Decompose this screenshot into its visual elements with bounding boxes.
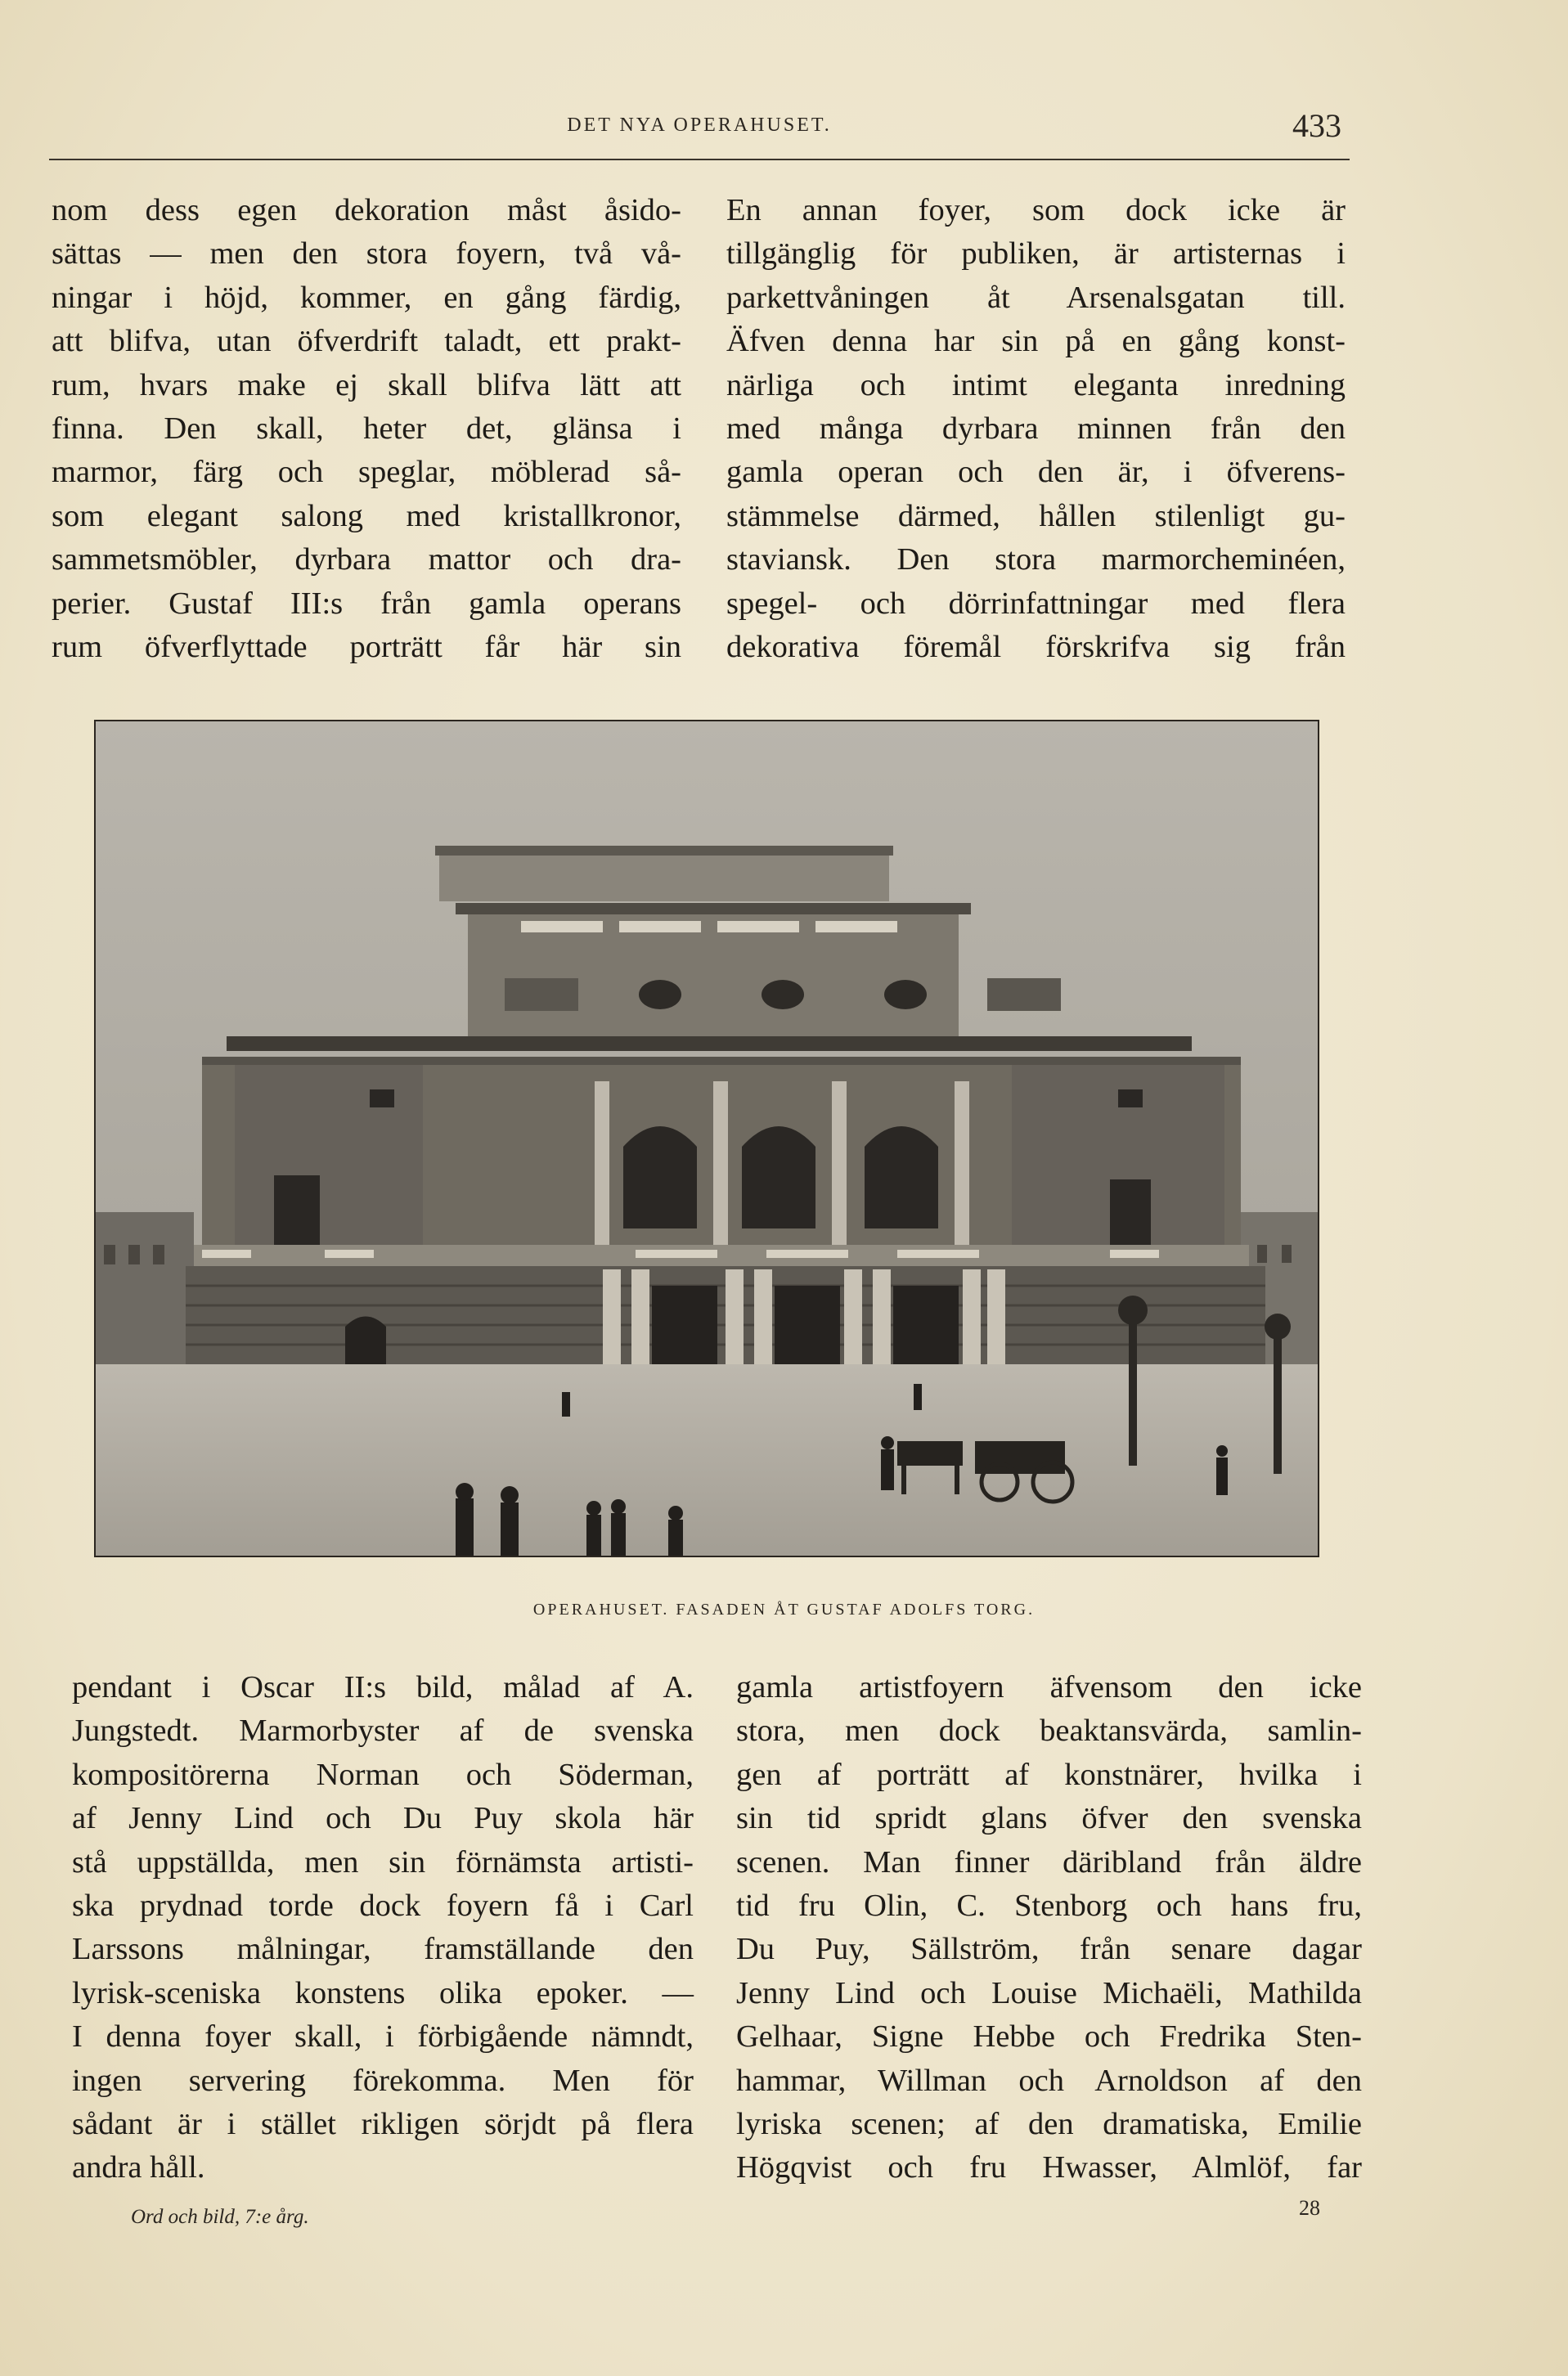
running-head: [49, 107, 1350, 160]
text-line: stora, men dock beaktansvärda, samlin-: [736, 1714, 1362, 1749]
text-line: ingen servering förekomma. Men för: [72, 2063, 694, 2098]
text-line: Högqvist och fru Hwasser, Almlöf, far: [736, 2150, 1362, 2185]
text-line: gamla artistfoyern äfvensom den icke: [736, 1670, 1362, 1705]
running-title: DET NYA OPERAHUSET.: [567, 115, 832, 136]
text-line: andra håll.: [72, 2150, 205, 2185]
figure-caption: OPERAHUSET. FASADEN ÅT GUSTAF ADOLFS TORG.: [532, 1601, 1036, 1619]
text-line: med många dyrbara minnen från den: [726, 411, 1346, 447]
text-line: staviansk. Den stora marmorcheminéen,: [726, 542, 1346, 577]
text-column-top-right: [726, 189, 1346, 669]
text-line: Äfven denna har sin på en gång konst-: [726, 324, 1346, 359]
text-line: perier. Gustaf III:s från gamla operans: [52, 586, 681, 621]
text-line: lyrisk-sceniska konstens olika epoker. —: [72, 1975, 694, 2010]
text-line: Jungstedt. Marmorbyster af de svenska: [72, 1714, 694, 1749]
text-line: tillgänglig för publiken, är artisternas i: [726, 236, 1346, 272]
text-line: sättas — men den stora foyern, två vå-: [52, 236, 681, 272]
opera-house-photograph: [94, 720, 1319, 1557]
text-line: lyriska scenen; af den dramatiska, Emilie: [736, 2107, 1362, 2142]
text-line: ska prydnad torde dock foyern få i Carl: [72, 1889, 694, 1924]
text-line: gamla operan och den är, i öfverens-: [726, 455, 1346, 490]
text-line: ningar i höjd, kommer, en gång färdig,: [52, 280, 681, 315]
text-line: rum öfverflyttade porträtt får här sin: [52, 630, 681, 665]
text-line: Du Puy, Sällström, från senare dagar: [736, 1932, 1362, 1967]
text-line: sådant är i stället rikligen sörjdt på flera: [72, 2107, 694, 2142]
text-line: rum, hvars make ej skall blifva lätt att: [52, 367, 681, 402]
text-line: En annan foyer, som dock icke är: [726, 193, 1346, 227]
text-line: scenen. Man finner däribland från äldre: [736, 1844, 1362, 1880]
text-line: parkettvåningen åt Arsenalsgatan till.: [726, 280, 1346, 315]
text-line: Jenny Lind och Louise Michaëli, Mathilda: [736, 1975, 1362, 2010]
text-line: dekorativa föremål förskrifva sig från: [726, 630, 1346, 665]
text-column-top-left: [52, 189, 681, 669]
text-line: af Jenny Lind och Du Puy skola här: [72, 1801, 694, 1836]
text-line: närliga och intimt eleganta inredning: [726, 367, 1346, 402]
text-line: nom dess egen dekoration måst åsido-: [52, 193, 681, 227]
text-line: att blifva, utan öfverdrift taladt, ett prakt-: [52, 324, 681, 359]
text-line: sammetsmöbler, dyrbara mattor och dra-: [52, 542, 681, 577]
text-line: pendant i Oscar II:s bild, målad af A.: [72, 1670, 694, 1705]
text-line: stå uppställda, men sin förnämsta artisti-: [72, 1844, 694, 1880]
text-line: Larssons målningar, framställande den: [72, 1932, 694, 1967]
text-line: I denna foyer skall, i förbigående nämndt,: [72, 2019, 694, 2055]
text-line: marmor, färg och speglar, möblerad så-: [52, 455, 681, 490]
text-line: som elegant salong med kristallkronor,: [52, 498, 681, 533]
text-line: sin tid spridt glans öfver den svenska: [736, 1801, 1362, 1836]
text-line: stämmelse därmed, hållen stilenligt gu-: [726, 498, 1346, 533]
text-column-bottom-right: [736, 1666, 1362, 2190]
text-column-bottom-left: [72, 1666, 694, 2190]
text-line: Gelhaar, Signe Hebbe och Fredrika Sten-: [736, 2019, 1362, 2055]
text-line: kompositörerna Norman och Söderman,: [72, 1757, 694, 1792]
text-line: spegel- och dörrinfattningar med flera: [726, 586, 1346, 621]
text-line: gen af porträtt af konstnärer, hvilka i: [736, 1757, 1362, 1792]
publication-footer: Ord och bild, 7:e årg.: [131, 2206, 309, 2228]
page-number: 433: [1292, 107, 1341, 144]
text-line: hammar, Willman och Arnoldson af den: [736, 2063, 1362, 2098]
text-line: tid fru Olin, C. Stenborg och hans fru,: [736, 1889, 1362, 1924]
signature-mark: 28: [1299, 2196, 1320, 2220]
text-line: finna. Den skall, heter det, glänsa i: [52, 411, 681, 447]
